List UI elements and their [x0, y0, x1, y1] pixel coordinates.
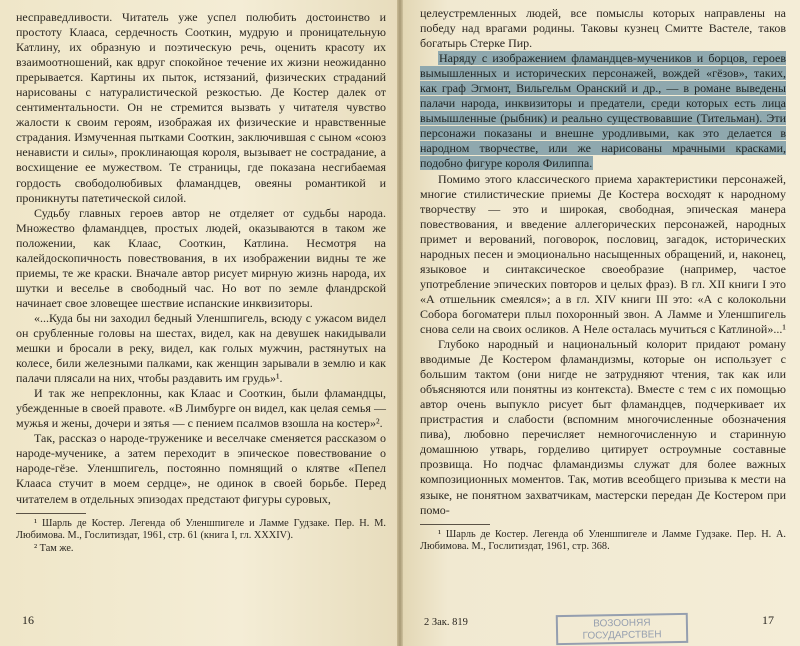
- left-footnote-2: ² Там же.: [34, 542, 74, 554]
- left-footnote-1: ¹ Шарль де Костер. Легенда об Уленшпигеле и Ламме Гудзаке. Пер. Н. М. Любимова. М., Гослитиздат, 1961, стр. 61 (книга I, гл. XXXIV).: [16, 517, 386, 542]
- left-paragraph-4: И так же непреклонны, как Клаас и Сооткин, были фламандцы, убежденные в своей правоте. «В Лимбурге он видел, как целая семья — мужья и жены, дочери и зятья — с пением псалмов взошла на костер»².: [16, 386, 386, 431]
- left-page-body: [16, 10, 386, 507]
- right-paragraph-2: [420, 51, 786, 171]
- footnote-rule: [16, 513, 86, 514]
- right-footnote-1: ¹ Шарль де Костер. Легенда об Уленшпигеле и Ламме Гудзаке. Пер. Н. А. Любимова. М., Гослитиздат, 1961, стр. 368.: [420, 528, 786, 553]
- signature-mark: 2 Зак. 819: [424, 617, 468, 628]
- right-page-body: [420, 6, 786, 518]
- left-page-number: 16: [22, 613, 34, 627]
- footnote-rule: [420, 524, 490, 525]
- right-footnotes: [420, 529, 786, 554]
- highlighted-paragraph: Наряду с изображением фламандцев-мучеников и борцов, героев вымышленных и исторических персонажей, вождей «гёзов», таких, как граф Эгмонт, Вильгельм Оранский и др., — в романе выведены палачи народа, инквизиторы и предатели, среди которых есть лица вымышленные (рыбник) и реально существовавшие (Тительман). Эти персонажи показаны и внешне уродливыми, как это делается в народном творчестве, или же нарисованы мрачными красками, подобно фигуре короля Филиппа.: [420, 51, 786, 171]
- right-page-number: 17: [762, 613, 774, 627]
- left-paragraph-2: Судьбу главных героев автор не отделяет от судьбы народа. Множество фламандцев, простых людей, оказываются в таком же положении, как Клаас, Сооткин, Катлина. Несмотря на калейдоскопичность повествования, в их изображении видны те же приемы, те же краски. Вначале автор рисует мирную жизнь народа, их шутки и веселье в свободный час. Но вот по земле фландрской начинает свое зловещее шествие испанские инквизиторы.: [16, 205, 386, 310]
- left-footnotes: [16, 518, 386, 556]
- left-paragraph-1: несправедливости. Читатель уже успел полюбить достоинство и простоту Клааса, сердечность Сооткин, мудрую и проницательную Катлину, их образную и поэтическую речь, оценить красоту их взаимоотношений, как вдруг спокойное течение их жизни неожиданно прерывается. Картины их пыток, истязаний, физических страданий нарисованы с натуралистической резкостью. Де Костер далек от сентиментальности. Он не стремится вызвать у читателя чувство жалости к своим героям, изображая их физические и нравственные страдания. Измученная пытками Сооткин, заключившая с сыном «союз ненависти и силы», проклинающая короля, вызывает не сострадание, а восхищение ее мужеством. Те страницы, где показана несгибаемая гордость свободолюбивых фламандцев, овеяны романтикой и проникнуты патетической силой.: [16, 10, 386, 205]
- library-stamp: ВОЗООНЯЯ ГОСУДАРСТВЕН: [556, 613, 689, 645]
- right-page: [400, 0, 800, 646]
- left-paragraph-3-quote: «...Куда бы ни заходил бедный Уленшпигель, всюду с ужасом видел он срубленные головы на шестах, видел, как на девушек накидывали мешки и бросали в реку, видел, как голых мужчин, растянутых на колесе, били железными палками, как женщин зарывали в землю и как палачи плясали на них, чтобы раздавить им грудь»¹.: [16, 310, 386, 386]
- right-paragraph-3: Помимо этого классического приема характеристики персонажей, многие стилистические приемы Де Костера восходят к народному творчеству — это и широкая, свободная, эпическая манера повествования, и введение аллегорических персонажей, народных примет и верований, поговорок, пословиц, загадок, исторических народных песен и эмоционально насыщенных обращений, и, наконец, языковое и синтаксическое своеобразие (например, частое употребление эпических повторов и целых фраз). В гл. XII книги I это «А отшельник смеялся»; а в гл. XIV книги III это: «А с колокольни Собора богоматери плыл похоронный звон. А Ламме и Уленшпигель снова сели на своих осликов. А Неле осталась мучиться с Катлиной»...¹: [420, 171, 786, 336]
- right-paragraph-1: целеустремленных людей, все помыслы которых направлены на победу над врагами родины. Таковы кузнец Смитте Вастеле, таков богатырь Стерке Пир.: [420, 6, 786, 51]
- book-gutter: [397, 0, 403, 646]
- left-paragraph-5: Так, рассказ о народе-труженике и веселчаке сменяется рассказом о народе-мученике, а затем переходит в эпическое повествование о народе-гёзе. Уленшпигель, постоянно помнящий о клятве «Пепел Клааса стучит в моем сердце», не одинок в своей борьбе. Перед читателем в отдельных эпизодах предстают фигуры суровых,: [16, 431, 386, 506]
- right-paragraph-4: Глубоко народный и национальный колорит придают роману вводимые Де Костером фламандизмы, которые он использует с большим тактом (они нигде не затрудняют чтения, так как или объясняются или понятны из контекста). Вместе с тем с их помощью автор очень выпукло рисует быт фламандцев, подчеркивает их пристрастия и слабости (вспомним многочисленные обозначения пива), любовно перечисляет немногочисленную и старинную домашнюю утварь, горделиво цитирует остроумные составные прозвища. Но подчас фламандизмы служат для более важных композиционных моментов. Так, мотив всеобщего призыва к мести на языке, не понятном захватчикам, мастерски передан Де Костером при помо-: [420, 337, 786, 517]
